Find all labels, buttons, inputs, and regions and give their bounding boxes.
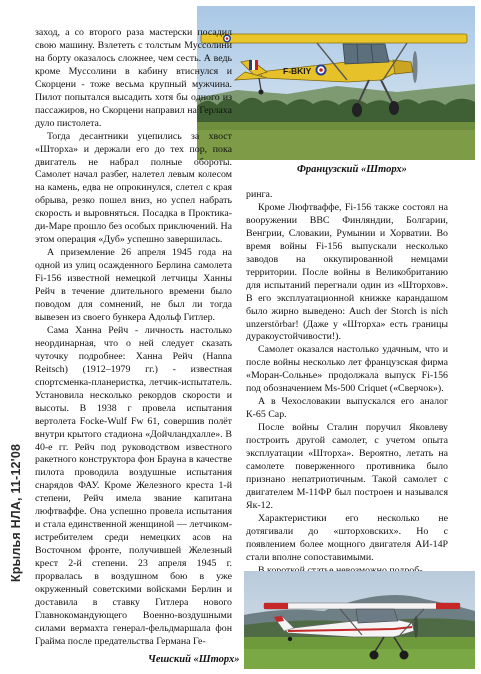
paragraph: заход, а со второго раза мастерски посадил свою машину. Взлететь с толстым Муссолини на борту оказалось сложнее, чем сесть. А ведь кроме Муссолини в кабину втиснулся и Скорцени - тоже весьма крупный мужчина. Пилот попытался высадить хотя бы одного из пассажиров, но Скорцени направил на Герлаха дуло пистолета. [35,27,232,129]
magazine-side-label [4,360,28,665]
paragraph: Сама Ханна Рейч - личность настолько неординарная, что о ней следует сказать чуточку подробнее: Ханна Рейч (Hanna Reitsch) (1912–1979 гг.) - известная спортсменка-планеристка, летчик-испытатель. Установила несколько рекордов скорости и высоты. В 1938 г провела испытания вертолета Focke-Wulf Fw 61, совершив полёт внутри крытого стадиона «Дойчландхалле». В 40-е гг. Рейч под руководством известного ракетного конструктора фон Брауна в качестве пилота проводила воздушные испытания снарядов ФАУ. Кроме Железного креста 1-й степени, Рейч имела звание капитана люфтваффе. Она успешно провела испытания и стала единственной женщиной — летчиком-истребителем среди немецких асов на Восточном фронте, получившей Железный крест 2-й степени. 23 апреля 1945 г. прорвалась в воздушном бою в уже окруженный советскими войсками Берлин и доставила в ставку Гитлера нового Главнокомандующего Военно-воздушными силами вермахта генерал-фельдмаршала фон Грайма после предательства Германа Ге- [35,324,232,647]
photo-czech-storch [244,571,475,669]
paragraph: А приземление 26 апреля 1945 года на одной из улиц осажденного Берлина самолета Fi-156 известной немецкой летчицы Ханны Рейч в течение длительного времени было поводом для сомнений, не был ли тогда вывезен из своего бункера Адольф Гитлер. [35,247,232,323]
paragraph: Характеристики его несколько не дотягивали до «шторховских». Но с появлением более мощного двигателя АИ-14Р стали вполне сопоставимыми. [246,512,448,563]
article-column-left [35,27,232,649]
paragraph: Самолет оказался настолько удачным, что и после войны несколько лет французская фирма «Моран-Сольнье» продолжала выпуск Fi-156 под обозначением Ms-500 Criquet («Сверчок»). [246,344,448,395]
magazine-issue-label: Крылья НЛА, 11-12'08 [9,443,24,582]
fuselage-registration: F-BKIY [283,66,312,76]
paragraph: Тогда десантники уцепились за хвост «Шторха» и держали его до тех пор, пока двигатель не набрал полные обороты. Самолет начал разбег, налетел левым колесом на камень, едва не опрокинулся, слетел с края обрыва, резко пошел вниз, но успел набрать скорость и выровняться. Посадка в Проктика-ди-Маре прошло без особых приключений. На этом операция «Дуб» успешно завершилась. [35,130,232,246]
paragraph: А в Чехословакии выпускался его аналог К-65 Cap. [246,396,448,421]
caption-french-storch: Французский «Шторх» [297,164,407,175]
paragraph: После войны Сталин поручил Яковлеву построить другой самолет, с учетом опыта эксплуатации «Шторха». Вероятно, летать на самолете поверженного противника было признано непатриотичным. Такой самолет с двигателем М-11ФР был построен и назывался Як-12. [246,422,448,511]
photo-french-storch [197,6,475,160]
caption-czech-storch: Чешский «Шторх» [148,654,240,665]
paragraph: ринга. [246,189,273,200]
paragraph: Кроме Люфтваффе, Fi-156 также состоял на вооружении ВВС Финляндии, Болгарии, Венгрии, Словакии, Румынии и Хорватии. Во время войны Fi-156 выпускали несколько заводов на оккупированной немцами территории. После войны в Великобританию для испытаний перегнали один из «Шторхов». В его эксплуатационной книжке карандашом было жирно выведено: Auch der Storch is nich unzerstörbar! (Даже у «Шторха» есть границы дуракоустойчивости!). [246,201,448,343]
french-storch-illustration [197,6,475,160]
czech-storch-illustration [244,571,475,669]
article-column-right [246,189,448,578]
